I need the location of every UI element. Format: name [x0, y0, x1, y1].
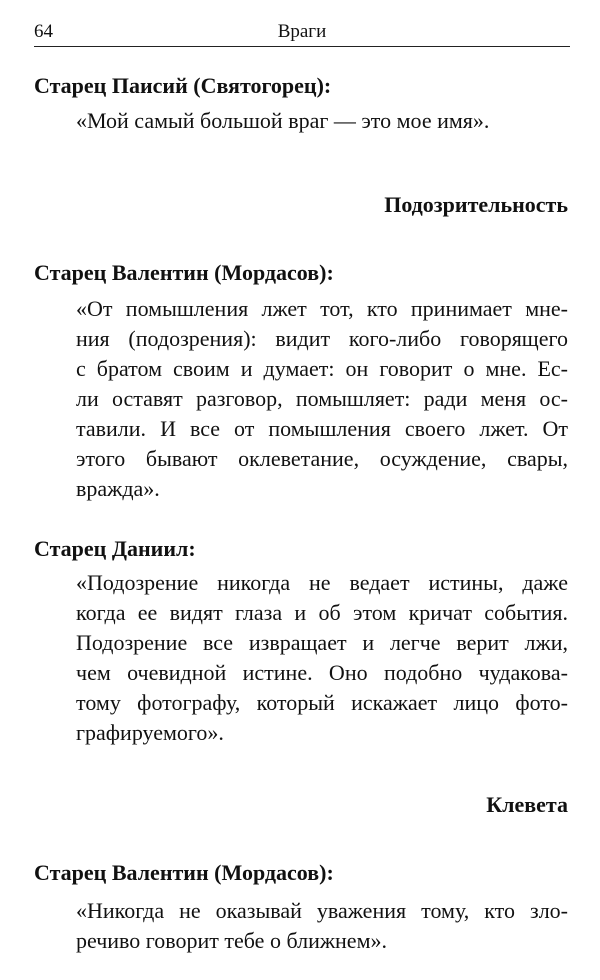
quote-line: графируемого». — [76, 720, 224, 745]
quote-line: когда ее видят глаза и об этом кричат события. — [76, 600, 568, 625]
quote-line: речиво говорит тебе о ближнем». — [76, 928, 387, 953]
quote-line: тому фотографу, который искажает лицо фото- — [76, 690, 568, 715]
quote-text — [76, 294, 568, 504]
quote-text — [76, 106, 568, 136]
running-head — [34, 18, 570, 47]
quote-line: вражда». — [76, 476, 160, 501]
running-title: Враги — [277, 21, 327, 42]
quote-line: с братом своим и думает: он говорит о мне. Ес- — [76, 356, 568, 381]
quote-line: «Никогда не оказывай уважения тому, кто зло- — [76, 898, 568, 923]
quote-text — [76, 896, 568, 956]
quote-line: «Мой самый большой враг — это мое имя». — [76, 108, 490, 133]
quote-author: Старец Валентин (Мордасов): — [34, 260, 334, 285]
quote-author: Старец Паисий (Святогорец): — [34, 73, 332, 98]
quote-author: Старец Валентин (Мордасов): — [34, 860, 334, 885]
quote-line: «От помышления лжет тот, кто принимает мне- — [76, 296, 568, 321]
quote-line: чем очевидной истине. Оно подобно чудакова- — [76, 660, 568, 685]
quote-line: этого бывают оклеветание, осуждение, свары, — [76, 446, 568, 471]
section-title: Подозрительность — [384, 192, 568, 217]
quote-line: ния (подозрения): видит кого-либо говорящего — [76, 326, 568, 351]
quote-line: Подозрение все извращает и легче верит лжи, — [76, 630, 568, 655]
quote-text — [76, 568, 568, 748]
section-title: Клевета — [486, 792, 568, 817]
quote-line: «Подозрение никогда не ведает истины, даже — [76, 570, 568, 595]
quote-author: Старец Даниил: — [34, 536, 196, 561]
page-number: 64 — [34, 21, 53, 42]
quote-line: ли оставят разговор, помышляет: ради меня ос- — [76, 386, 568, 411]
quote-line: тавили. И все от помышления своего лжет. От — [76, 416, 568, 441]
